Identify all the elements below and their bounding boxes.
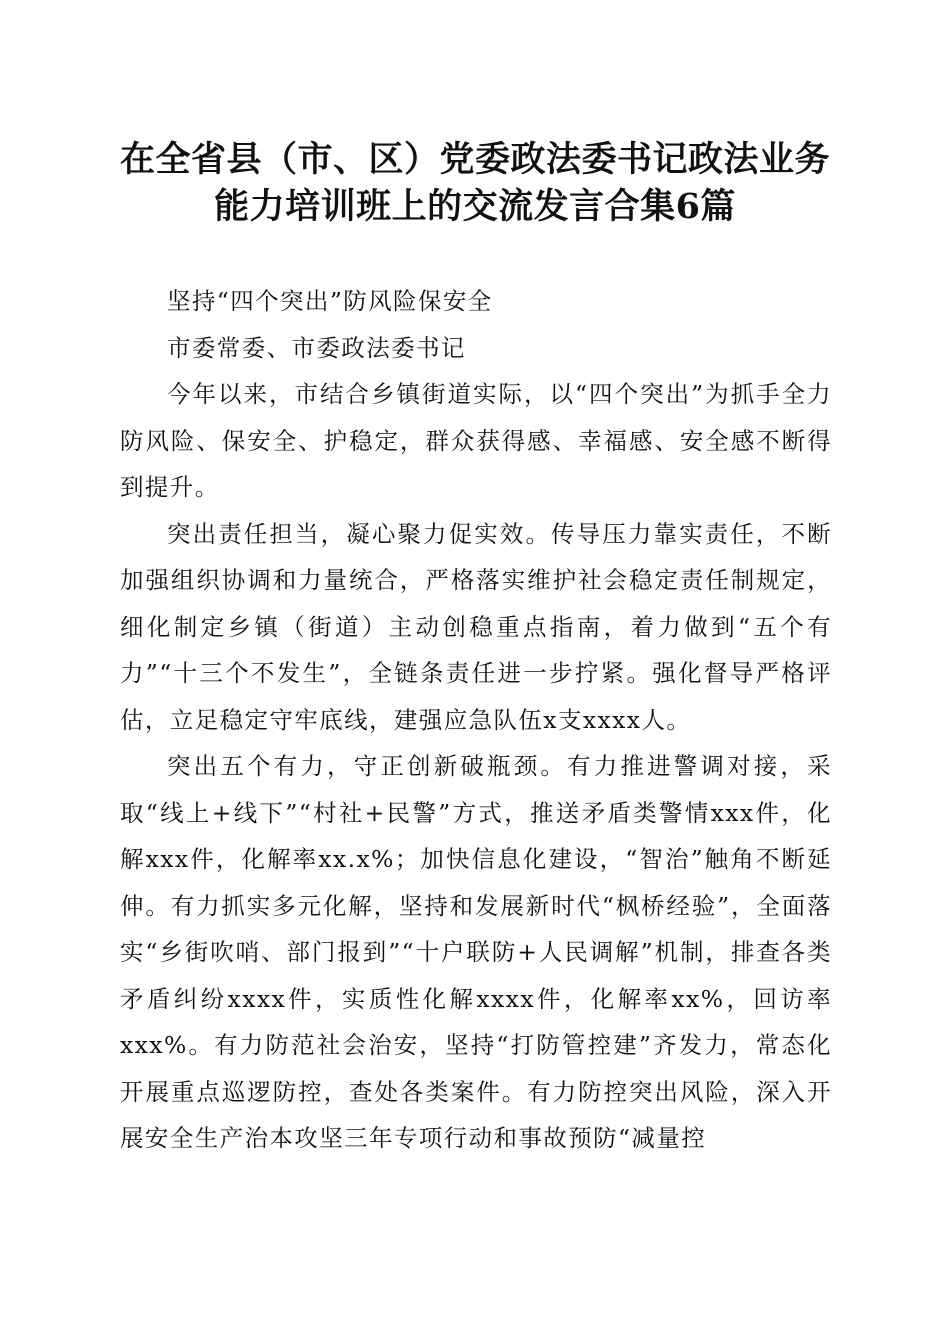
title-line-1: 在全省县（市、区）党委政法委书记政法业务: [119, 139, 830, 180]
document-body: [120, 278, 832, 1162]
title-line-2: 能力培训班上的交流发言合集6篇: [214, 186, 736, 227]
body-paragraph: 突出五个有力，守正创新破瓶颈。有力推进警调对接，采取“线上+线下”“村社+民警”方式，推送矛盾类警情xxx件，化解xxx件，化解率xx.x%；加快信息化建设，“智治”触角不断延伸。有力抓实多元化解，坚持和发展新时代“枫桥经验”，全面落实“乡街吹哨、部门报到”“十户联防+人民调解”机制，排查各类矛盾纠纷xxxx件，实质性化解xxxx件，化解率xx%，回访率xxx%。有力防范社会治安，坚持“打防管控建”齐发力，常态化开展重点巡逻防控，查处各类案件。有力防控突出风险，深入开展安全生产治本攻坚三年专项行动和事故预防“减量控: [120, 752, 832, 1152]
speaker-title: 市委常委、市委政法委书记: [167, 333, 466, 362]
body-paragraph: 突出责任担当，凝心聚力促实效。传导压力靠实责任，不断加强组织协调和力量统合，严格落实维护社会稳定责任制规定，细化制定乡镇（街道）主动创稳重点指南，着力做到“五个有力”“十三个不发生”，全链条责任进一步拧紧。强化督导严格评估，立足稳定守牢底线，建强应急队伍x支xxxx人。: [120, 519, 832, 734]
body-paragraph: 今年以来，市结合乡镇街道实际，以“四个突出”为抓手全力防风险、保安全、护稳定，群众获得感、幸福感、安全感不断得到提升。: [120, 380, 832, 501]
section-heading: 坚持“四个突出”防风险保安全: [167, 287, 493, 315]
document-title: [100, 136, 850, 230]
